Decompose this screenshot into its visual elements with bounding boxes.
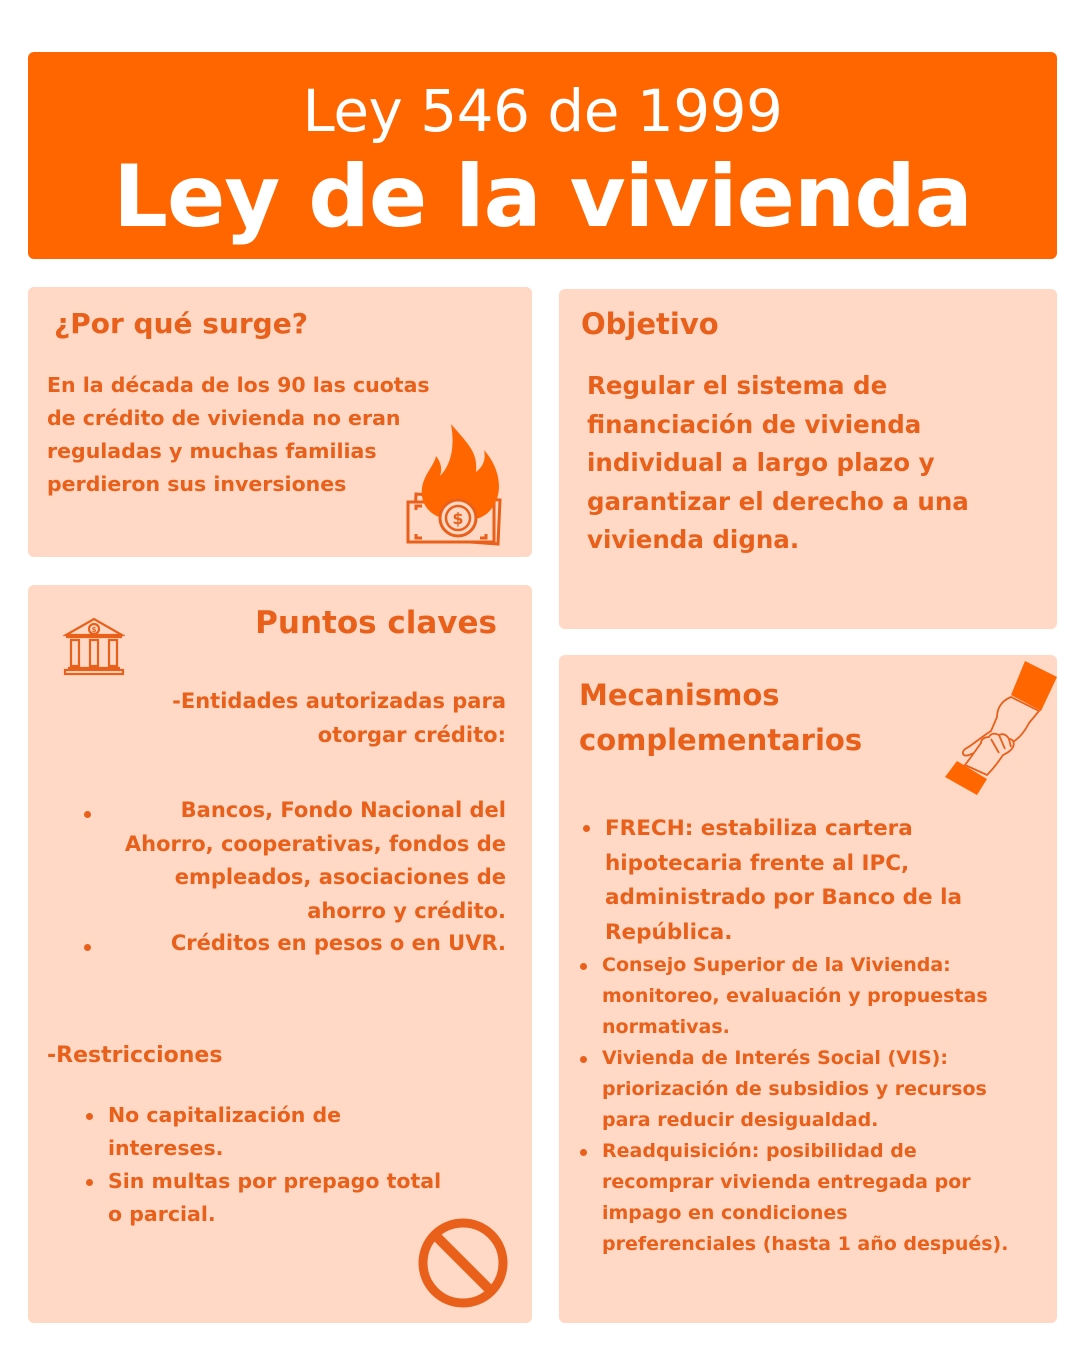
burning-money-icon xyxy=(406,422,512,550)
list-item: No capitalización de intereses. xyxy=(84,1099,441,1165)
svg-text:$: $ xyxy=(452,509,464,528)
bullet xyxy=(84,944,91,951)
mechanisms-card xyxy=(559,655,1057,1323)
list-item: Readquisición: posibilidad de recomprar vivienda entregada por impago en condiciones preferenciales (hasta 1 año después). xyxy=(578,1136,1058,1260)
list-item: Sin multas por prepago total o parcial. xyxy=(84,1165,441,1231)
restrictions-list xyxy=(84,1099,441,1231)
why-heading: ¿Por qué surge? xyxy=(54,307,308,340)
mechanisms-heading: Mecanismos complementarios xyxy=(579,678,863,757)
prohibited-icon xyxy=(416,1216,510,1310)
list-item: Vivienda de Interés Social (VIS): priorización de subsidios y recursos para reducir desigualdad. xyxy=(578,1043,1058,1136)
entities-heading: -Entidades autorizadas para otorgar crédito: xyxy=(172,689,506,747)
objective-text: Regular el sistema de financiación de vivienda individual a largo plazo y garantizar el derecho a una vivienda digna. xyxy=(587,371,969,554)
why-card xyxy=(28,287,532,557)
list-item: FRECH: estabiliza cartera hipotecaria frente al IPC, administrado por Banco de la República. xyxy=(581,812,962,950)
why-text: En la década de los 90 las cuotas de crédito de vivienda no eran reguladas y muchas familias perdieron sus inversiones xyxy=(47,373,430,496)
list-item: Consejo Superior de la Vivienda: monitoreo, evaluación y propuestas normativas. xyxy=(578,950,1058,1043)
entities-item-1: Bancos, Fondo Nacional del Ahorro, cooperativas, fondos de empleados, asociaciones de ahorro y crédito. xyxy=(124,798,506,923)
bullet xyxy=(84,811,91,818)
helping-hand-icon xyxy=(941,657,1059,795)
mechanisms-list-primary xyxy=(581,812,962,950)
objective-card xyxy=(559,289,1057,629)
title-banner xyxy=(28,52,1057,259)
key-points-card xyxy=(28,585,532,1323)
restrictions-heading: -Restricciones xyxy=(47,1043,223,1068)
svg-text:$: $ xyxy=(91,626,97,634)
key-points-heading: Puntos claves xyxy=(255,605,497,641)
page-title: Ley de la vivienda xyxy=(113,147,972,247)
law-number: Ley 546 de 1999 xyxy=(302,77,783,145)
mechanisms-list xyxy=(578,950,1058,1260)
bank-icon xyxy=(63,615,125,677)
entities-item-2: Créditos en pesos o en UVR. xyxy=(170,931,506,955)
objective-heading: Objetivo xyxy=(581,307,719,341)
